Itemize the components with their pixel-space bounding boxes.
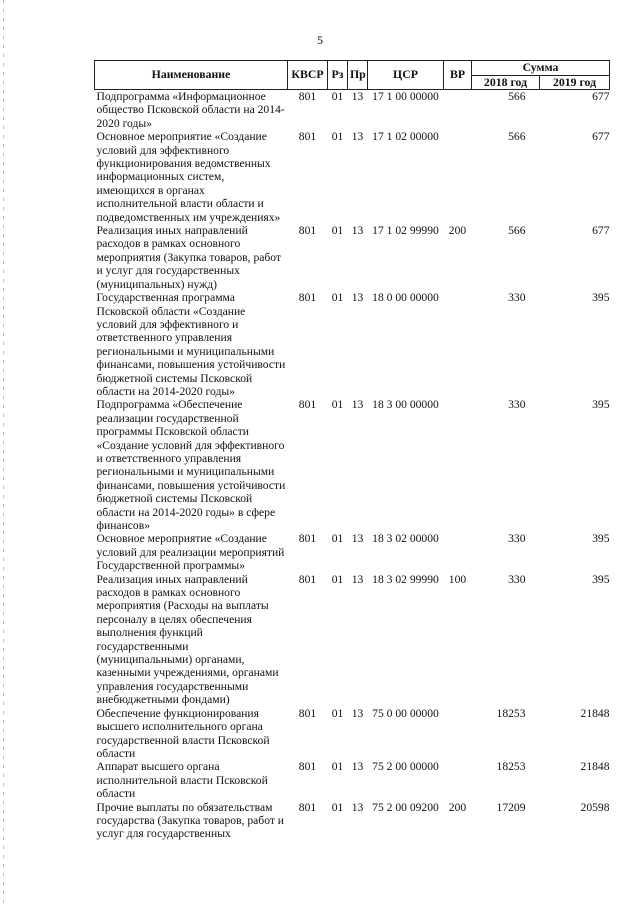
row-vr: 200 (448, 224, 467, 238)
row-sum-2018: 330 (508, 291, 526, 305)
header-pr: Пр (348, 61, 368, 90)
row-csr: 17 1 02 00000 (372, 130, 439, 144)
row-sum-2018: 566 (508, 90, 526, 103)
header-csr: ЦСР (368, 61, 444, 90)
row-name: Реализация иных направлений расходов в рамках основного мероприятия (Расходы на выплаты персоналу в целях обеспечения выполнения функций государственными (муниципальными) органами, казенными учреждениями, органами управления государственными внебюджетными фондами) (96, 572, 279, 707)
row-vr (444, 291, 472, 398)
row-rz: 01 (331, 800, 344, 814)
row-name: Основное мероприятие «Создание условий для реализации мероприятий Государственной программы» (96, 532, 285, 573)
row-pr: 13 (351, 800, 364, 814)
header-sum: Сумма (472, 61, 610, 76)
row-sum-2019: 677 (592, 130, 610, 144)
row-pr: 13 (351, 760, 364, 774)
row-sum-2018: 566 (508, 130, 526, 144)
row-kvsr: 801 (298, 291, 317, 305)
row-sum-2019: 21848 (580, 706, 610, 720)
row-csr: 18 3 02 00000 (372, 532, 439, 546)
table-header (95, 61, 610, 90)
row-name: Подпрограмма «Обеспечение реализации государственной программы Псковской области «Создание условий для эффективного и ответственного управления региональными и муниципальными финансами, повышения устойчивости бюджетной системы Псковской области на 2014-2020 годы» в сфере финансов» (96, 398, 286, 532)
row-rz: 01 (331, 224, 344, 238)
row-vr (444, 707, 472, 761)
row-pr: 13 (351, 224, 364, 238)
row-sum-2018: 330 (508, 532, 526, 546)
budget-table (94, 60, 610, 841)
row-kvsr: 801 (298, 130, 317, 144)
table-body (95, 90, 610, 841)
row-pr: 13 (351, 130, 364, 144)
row-name: Реализация иных направлений расходов в рамках основного мероприятия (Закупка товаров, работ и услуг для государственных (муниципальных) нужд) (96, 224, 281, 291)
row-csr: 18 3 00 00000 (372, 398, 439, 412)
table-row (95, 532, 610, 572)
table-row (95, 130, 610, 224)
row-rz: 01 (331, 398, 344, 412)
header-name: Наименование (95, 61, 288, 90)
row-sum-2019: 395 (592, 291, 610, 305)
row-pr: 13 (351, 398, 364, 412)
row-csr: 75 0 00 00000 (372, 706, 439, 720)
header-kvsr: КВСР (288, 61, 328, 90)
scan-edge-mark (3, 0, 4, 905)
row-kvsr: 801 (298, 706, 317, 720)
row-rz: 01 (331, 130, 344, 144)
row-sum-2019: 677 (592, 224, 610, 238)
table-row (95, 801, 610, 841)
row-pr: 13 (351, 90, 364, 103)
header-year-2018: 2018 год (472, 75, 540, 90)
row-rz: 01 (331, 291, 344, 305)
row-csr: 18 3 02 99990 (372, 572, 439, 586)
row-pr: 13 (351, 532, 364, 546)
row-name: Государственная программа Псковской области «Создание условий для эффективного и ответственного управления региональными и муниципальными финансами, повышения устойчивости бюджетной системы Псковской области на 2014-2020 годы» (96, 291, 286, 398)
row-sum-2018: 18253 (496, 760, 526, 774)
row-sum-2018: 330 (508, 572, 526, 586)
row-rz: 01 (331, 760, 344, 774)
table-row (95, 573, 610, 707)
row-name: Обеспечение функционирования высшего исполнительного органа государственной власти Псковской области (96, 706, 270, 760)
row-kvsr: 801 (298, 532, 317, 546)
row-csr: 17 1 00 00000 (372, 90, 439, 103)
row-vr (444, 130, 472, 224)
row-kvsr: 801 (298, 90, 317, 103)
row-vr (444, 760, 472, 800)
header-year-2019: 2019 год (540, 75, 610, 90)
row-csr: 17 1 02 99990 (372, 224, 439, 238)
row-kvsr: 801 (298, 800, 317, 814)
row-pr: 13 (351, 706, 364, 720)
row-kvsr: 801 (298, 224, 317, 238)
row-rz: 01 (331, 532, 344, 546)
table-row (95, 291, 610, 398)
row-csr: 75 2 00 09200 (372, 800, 439, 814)
header-rz: Рз (328, 61, 348, 90)
row-kvsr: 801 (298, 398, 317, 412)
row-sum-2018: 566 (508, 224, 526, 238)
row-sum-2019: 21848 (580, 760, 610, 774)
row-rz: 01 (331, 706, 344, 720)
row-rz: 01 (331, 90, 344, 103)
row-sum-2019: 20598 (580, 800, 610, 814)
row-pr: 13 (351, 291, 364, 305)
row-kvsr: 801 (298, 572, 317, 586)
row-sum-2019: 677 (592, 90, 610, 103)
row-sum-2018: 18253 (496, 706, 526, 720)
row-pr: 13 (351, 572, 364, 586)
table-row (95, 224, 610, 291)
header-vr: ВР (444, 61, 472, 90)
row-vr: 100 (448, 572, 467, 586)
row-rz: 01 (331, 572, 344, 586)
row-vr: 200 (448, 800, 467, 814)
row-name: Прочие выплаты по обязательствам государства (Закупка товаров, работ и услуг для государственных (96, 800, 285, 841)
page-number: 5 (317, 33, 323, 47)
row-sum-2019: 395 (592, 398, 610, 412)
row-name: Подпрограмма «Информационное общество Псковской области на 2014-2020 годы» (96, 90, 285, 130)
row-sum-2018: 17209 (496, 800, 526, 814)
row-sum-2018: 330 (508, 398, 526, 412)
table-row (95, 707, 610, 761)
row-name: Основное мероприятие «Создание условий для эффективного функционирования ведомственных информационных систем, имеющихся в органах исполнительной власти области и подведомственных им учреждениях» (96, 130, 281, 224)
table-row (95, 760, 610, 800)
row-sum-2019: 395 (592, 532, 610, 546)
row-vr (444, 532, 472, 572)
row-csr: 18 0 00 00000 (372, 291, 439, 305)
row-sum-2019: 395 (592, 572, 610, 586)
row-kvsr: 801 (298, 760, 317, 774)
table-row (95, 398, 610, 532)
table-row (95, 90, 610, 131)
row-vr (444, 90, 472, 131)
row-name: Аппарат высшего органа исполнительной власти Псковской области (96, 760, 268, 801)
row-csr: 75 2 00 00000 (372, 760, 439, 774)
row-vr (444, 398, 472, 532)
